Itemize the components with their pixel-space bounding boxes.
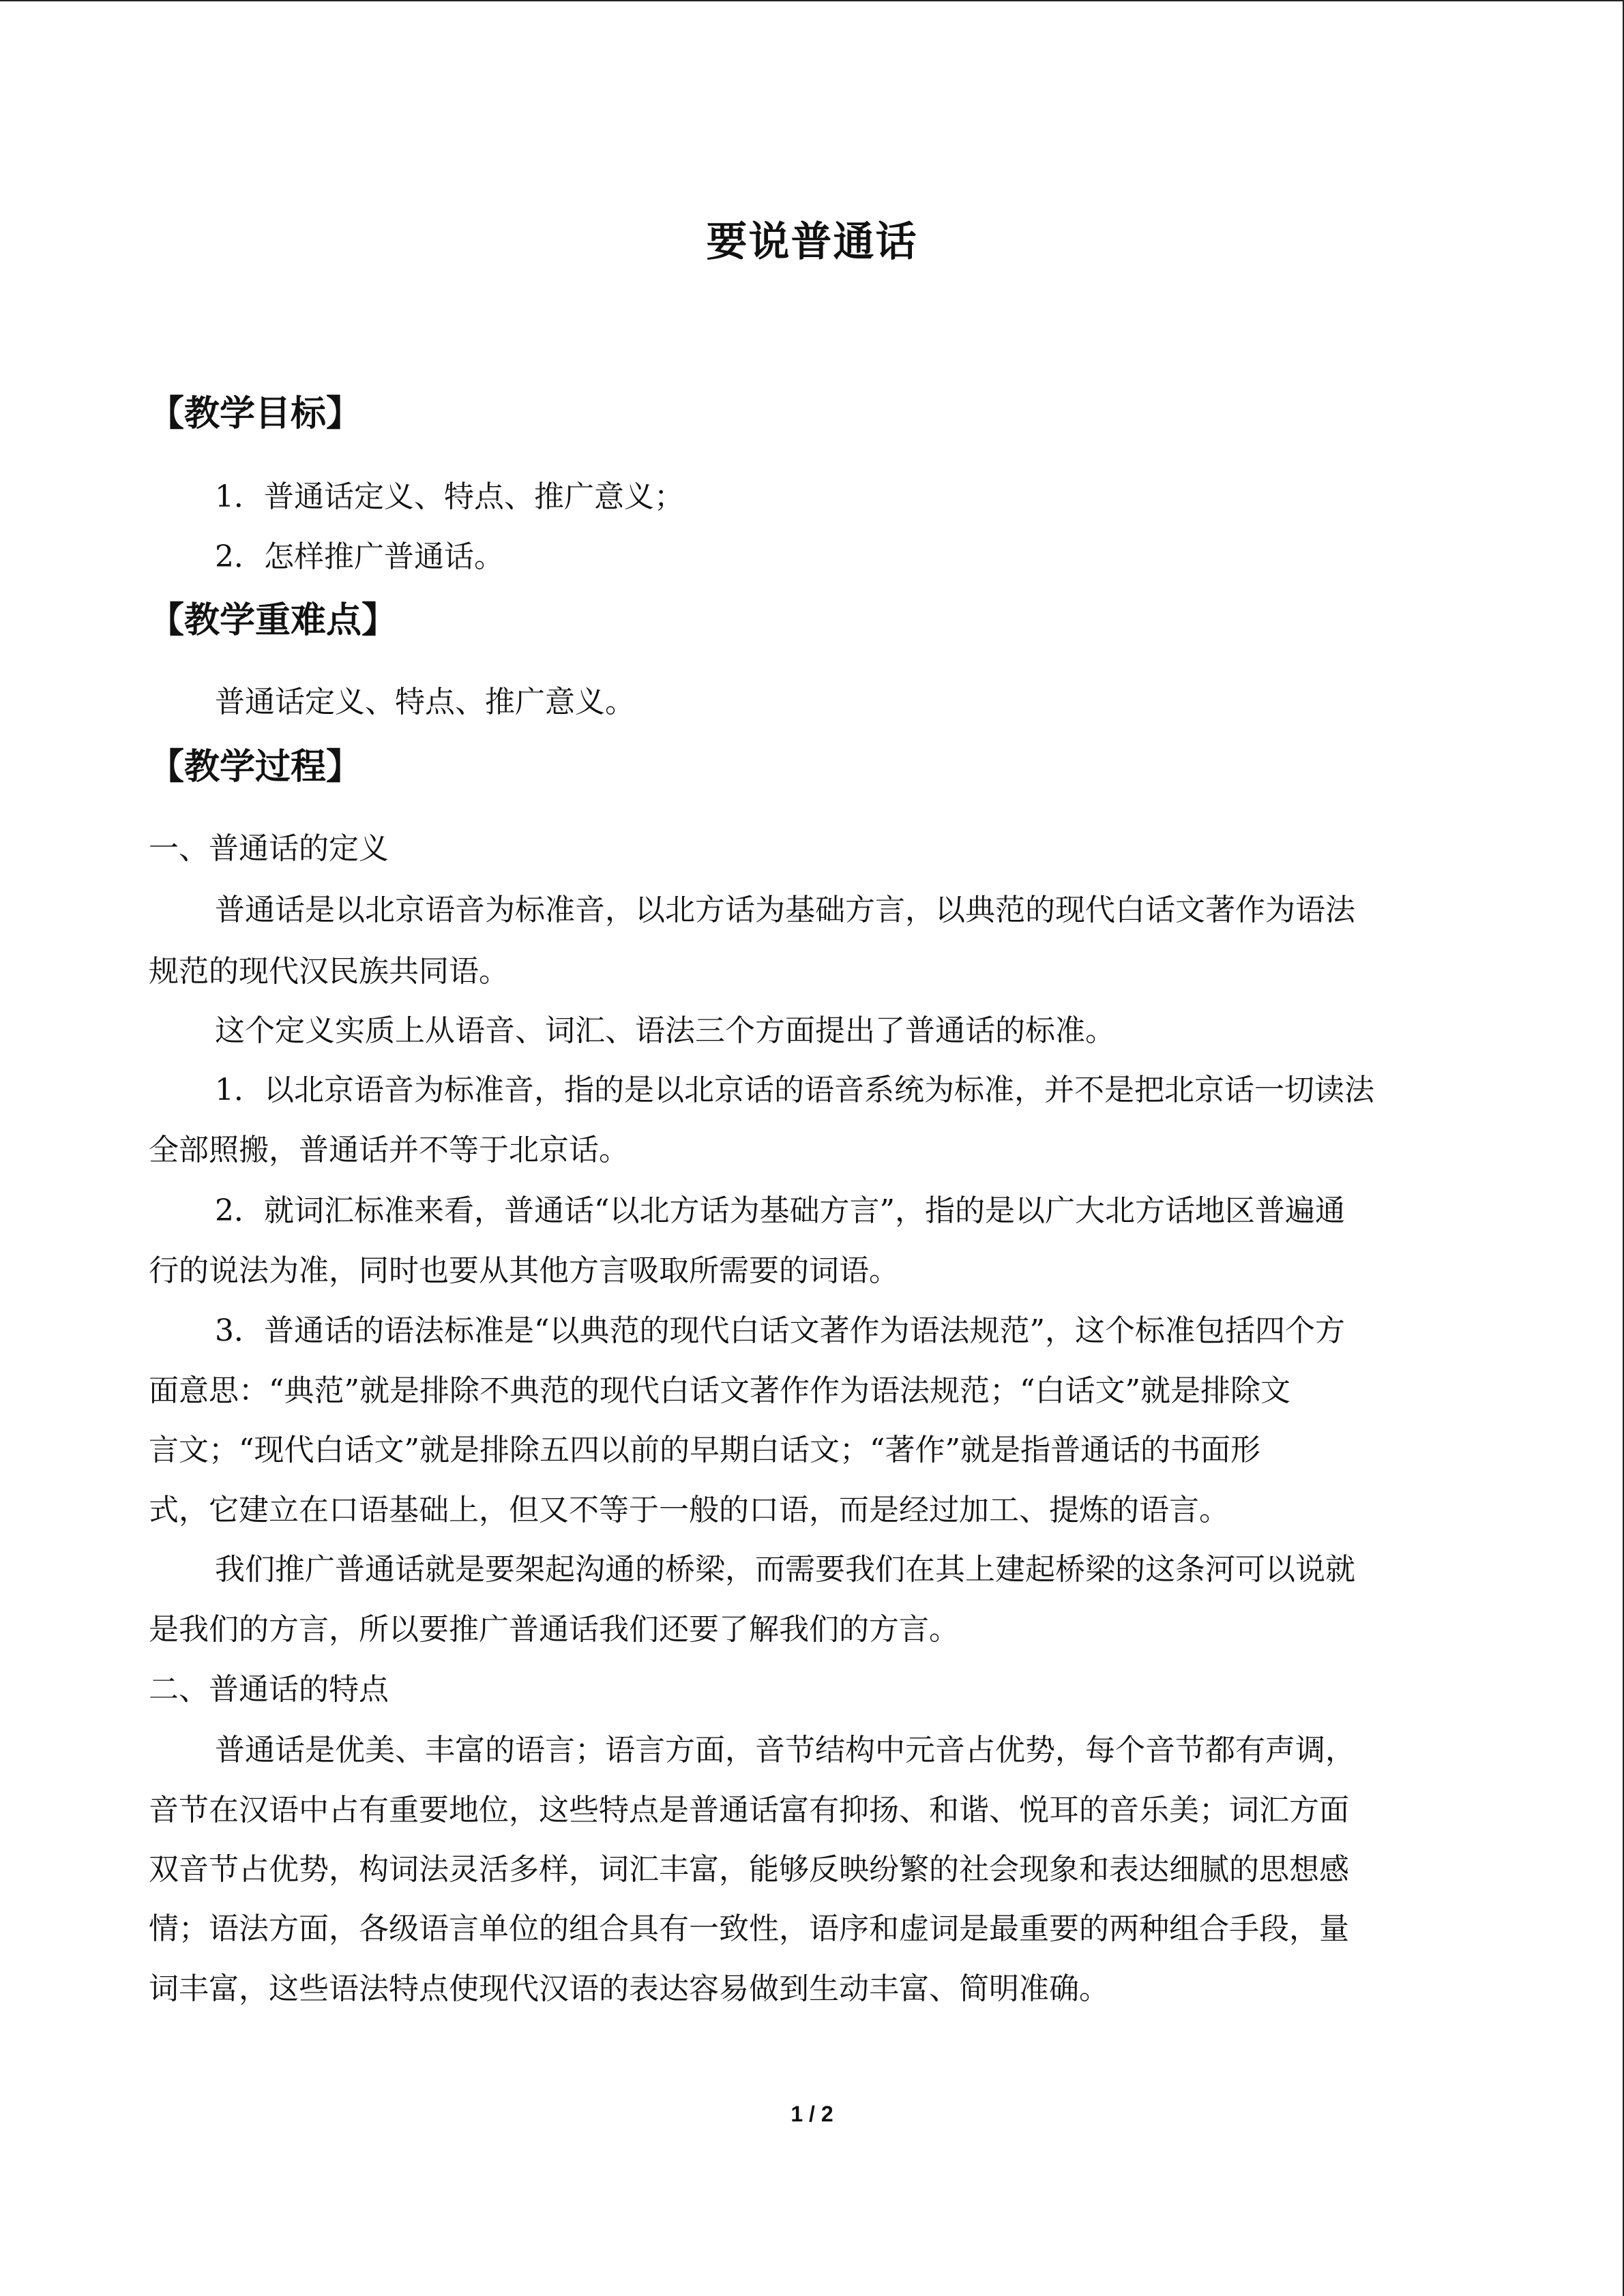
paragraph-line: 言文；“现代白话文”就是排除五四以前的早期白话文；“著作”就是指普通话的书面形 [149,1433,1260,1467]
section-heading-process: 【教学过程】 [149,746,362,788]
paragraph-line: 情；语法方面，各级语言单位的组合具有一致性，语序和虚词是最重要的两种组合手段，量 [149,1911,1349,1946]
paragraph-line: 是我们的方言，所以要推广普通话我们还要了解我们的方言。 [149,1612,959,1647]
paragraph-line: 双音节占优势，构词法灵活多样，词汇丰富，能够反映纷繁的社会现象和表达细腻的思想感 [149,1852,1349,1887]
goal-item-2: 2．怎样推广普通话。 [215,539,504,574]
paragraph-line: 式，它建立在口语基础上，但又不等于一般的口语，而是经过加工、提炼的语言。 [149,1493,1229,1527]
section-heading-goals: 【教学目标】 [149,393,362,434]
document-title: 要说普通话 [706,218,918,266]
paragraph-line: 行的说法为准，同时也要从其他方言吸取所需要的词语。 [149,1253,899,1288]
paragraph-line: 1．以北京语音为标准音，指的是以北京话的语音系统为标准，并不是把北京话一切读法 [215,1073,1374,1107]
paragraph-line: 规范的现代汉民族共同语。 [149,954,509,989]
section-heading-key-points: 【教学重难点】 [149,599,398,641]
paragraph-line: 词丰富，这些语法特点使现代汉语的表达容易做到生动丰富、简明准确。 [149,1971,1109,2006]
paragraph-line: 音节在汉语中占有重要地位，这些特点是普通话富有抑扬、和谐、悦耳的音乐美；词汇方面 [149,1793,1349,1828]
key-points-text: 普通话定义、特点、推广意义。 [215,685,635,719]
paragraph-line: 普通话是以北京语音为标准音，以北方话为基础方言，以典范的现代白话文著作为语法 [215,893,1355,927]
goal-item-1: 1．普通话定义、特点、推广意义； [215,479,684,514]
paragraph-line: 全部照搬，普通话并不等于北京话。 [149,1133,629,1167]
subheading-definition: 一、普通话的定义 [149,831,389,866]
subheading-features: 二、普通话的特点 [149,1672,389,1707]
paragraph-line: 这个定义实质上从语音、词汇、语法三个方面提出了普通话的标准。 [215,1013,1115,1048]
paragraph-line: 面意思：“典范”就是排除不典范的现代白话文著作作为语法规范；“白话文”就是排除文 [149,1373,1290,1408]
paragraph-line: 2．就词汇标准来看，普通话“以北方话为基础方言”，指的是以广大北方话地区普遍通 [215,1193,1345,1228]
paragraph-line: 3．普通话的语法标准是“以典范的现代白话文著作为语法规范”，这个标准包括四个方 [215,1313,1345,1348]
paragraph-line: 我们推广普通话就是要架起沟通的桥梁，而需要我们在其上建起桥梁的这条河可以说就 [215,1552,1355,1587]
paragraph-line: 普通话是优美、丰富的语言；语言方面，音节结构中元音占优势，每个音节都有声调， [215,1733,1355,1768]
page-number: 1 / 2 [791,2102,833,2126]
